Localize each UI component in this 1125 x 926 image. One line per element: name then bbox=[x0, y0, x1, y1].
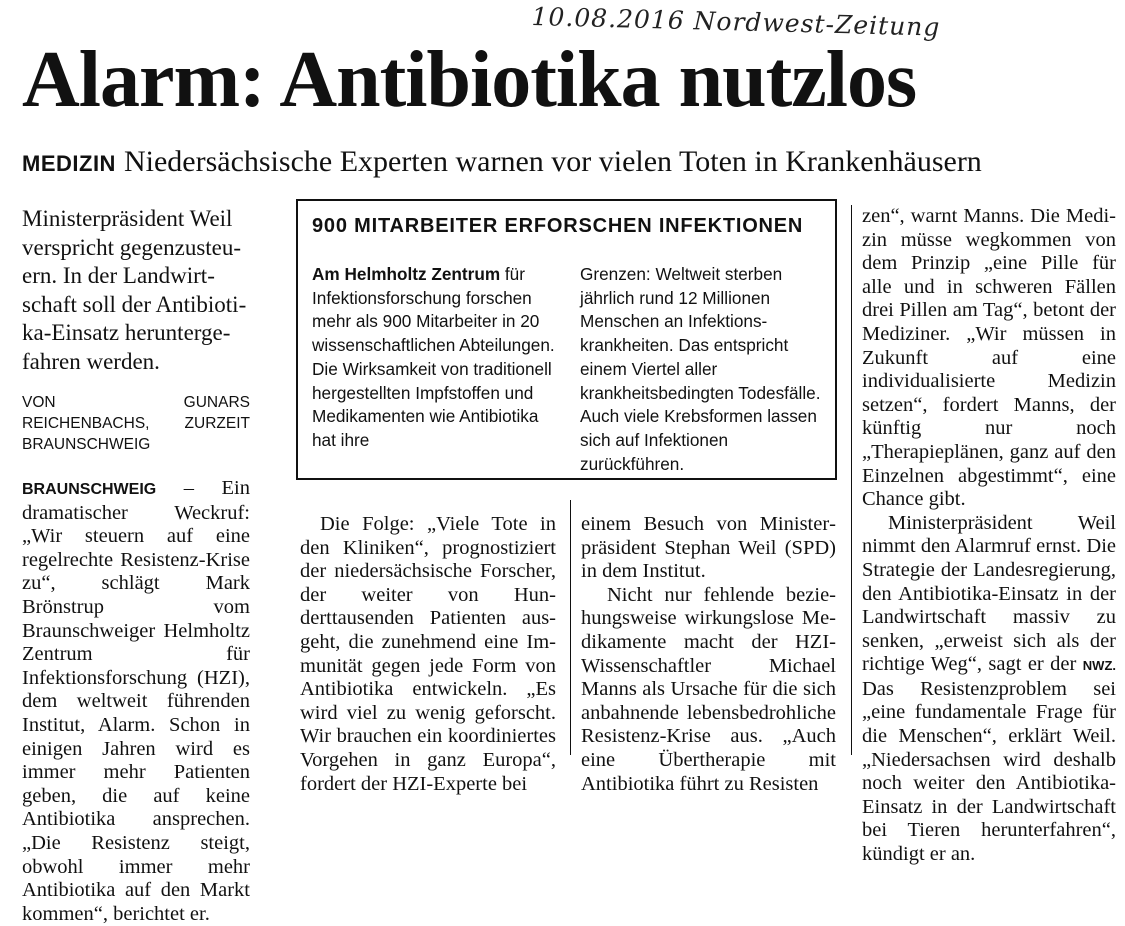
subheadline-line bbox=[22, 142, 982, 184]
info-box-title: 900 MITARBEITER ERFORSCHEN INFEKTIONEN bbox=[312, 215, 804, 237]
col4-text-a: Ministerpräsident Weil nimmt den Alarmruf ernst. Die Strategie der Landesregierung, den Antibiotika-Einsatz in der Landwirtschaft massiv zu senken, „erweist sich als der richtige Weg“, sagt er der bbox=[862, 511, 1116, 676]
col2-body: Die Folge: „Viele Tote in den Kliniken“, prognostiziert der niedersächsische Forscher, der weiter von Hunderttausenden Patienten ausgeht, die zunehmend eine Immunität gegen jede Form von Antibiotika entwickeln. „Es wird viel zu wenig geforscht. Wir brauchen ein koordiniertes Vorgehen in ganz Europa“, fordert der HZI-Experte bei bbox=[300, 513, 556, 795]
info-box-text-1: für Infektionsforschung forschen mehr als 900 Mitarbeiter in 20 wissenschaftlichen Abteilungen. Die Wirksamkeit von traditionell hergestellten Impfstoffen und Medikamenten wie Antibiotika hat ihre bbox=[312, 264, 555, 450]
column-divider bbox=[570, 500, 571, 755]
nwz-logo-text: NWZ. bbox=[1082, 658, 1117, 674]
headline: Alarm: Antibiotika nutzlos bbox=[22, 36, 917, 124]
info-box-column-2: Grenzen: Weltweit sterben jährlich rund 12 Millionen Menschen an Infektionskrankheiten. Das entspricht einem Viertel aller krankheitsbedingten Todesfälle. Auch viele Krebsformen lassen sich auf Infektionen zurückführen. bbox=[580, 264, 821, 474]
col4-paragraph-1: zen“, warnt Manns. Die Medizin müsse wegkommen von dem Prinzip „eine Pille für alle und in schweren Fällen drei Pillen am Tag“, betont der Mediziner. „Wir müssen in Zukunft auf eine individualisierte Medizin setzen“, fordert Manns, der künftig nur noch „Therapieplänen, ganz auf den Einzelnen abgestimmt“, eine Chance gibt. bbox=[862, 205, 1116, 511]
column-3 bbox=[581, 513, 836, 796]
col3-paragraph-1: einem Besuch von Ministerpräsident Stephan Weil (SPD) in dem Institut. bbox=[581, 513, 836, 583]
byline: VON GUNARS REICHENBACHS, ZURZEIT BRAUNSCHWEIG bbox=[22, 394, 250, 453]
column-1 bbox=[22, 205, 250, 926]
col4-paragraph-2 bbox=[862, 512, 1116, 867]
kicker: MEDIZIN bbox=[22, 151, 116, 176]
col4-text-b: Das Resistenzproblem sei „eine fundamentale Frage für die Menschen“, erklärt Weil. „Niedersachsen wird deshalb noch weiter den Antibiotika-Einsatz in der Landwirtschaft bei Tieren herunterfahren“, kündigt er an. bbox=[862, 677, 1116, 866]
info-box-lead: Am Helmholtz Zentrum bbox=[312, 264, 501, 284]
column-divider bbox=[851, 205, 852, 755]
col3-paragraph-2: Nicht nur fehlende beziehungsweise wirkungslose Medikamente macht der HZI-Wissenschaftler Michael Manns als Ursache für die sich anbahnende lebensbedrohliche Resistenz-Krise aus. „Auch eine Übertherapie mit Antibiotika führt zu Resisten bbox=[581, 583, 836, 795]
column-2 bbox=[300, 513, 556, 796]
col1-paragraph bbox=[22, 477, 250, 926]
column-4 bbox=[862, 205, 1116, 867]
col1-body: – Ein dramatischer Weckruf: „Wir steuern auf eine regelrechte Resistenz-Krise zu“, schlägt Mark Brönstrup vom Braunschweiger Helmholtz Zentrum für Infektionsforschung (HZI), dem weltweit führenden Institut, Alarm. Schon in einigen Jahren wird es immer mehr Patienten geben, die auf keine Antibiotika ansprechen. „Die Resistenz steigt, obwohl immer mehr Antibiotika auf den Markt kommen“, berichtet er. bbox=[22, 477, 250, 925]
info-box bbox=[296, 199, 837, 480]
handwritten-date-note: 10.08.2016 Nordwest-Zeitung bbox=[531, 2, 941, 42]
teaser: Ministerpräsident Weil verspricht gegenzusteuern. In der Landwirtschaft soll der Antibiotika-Einsatz heruntergefahren werden. bbox=[22, 206, 247, 374]
subheadline: Niedersächsische Experten warnen vor vielen Toten in Krankenhäusern bbox=[123, 145, 982, 178]
dateline: BRAUNSCHWEIG bbox=[22, 481, 157, 498]
info-box-column-1 bbox=[312, 263, 557, 453]
